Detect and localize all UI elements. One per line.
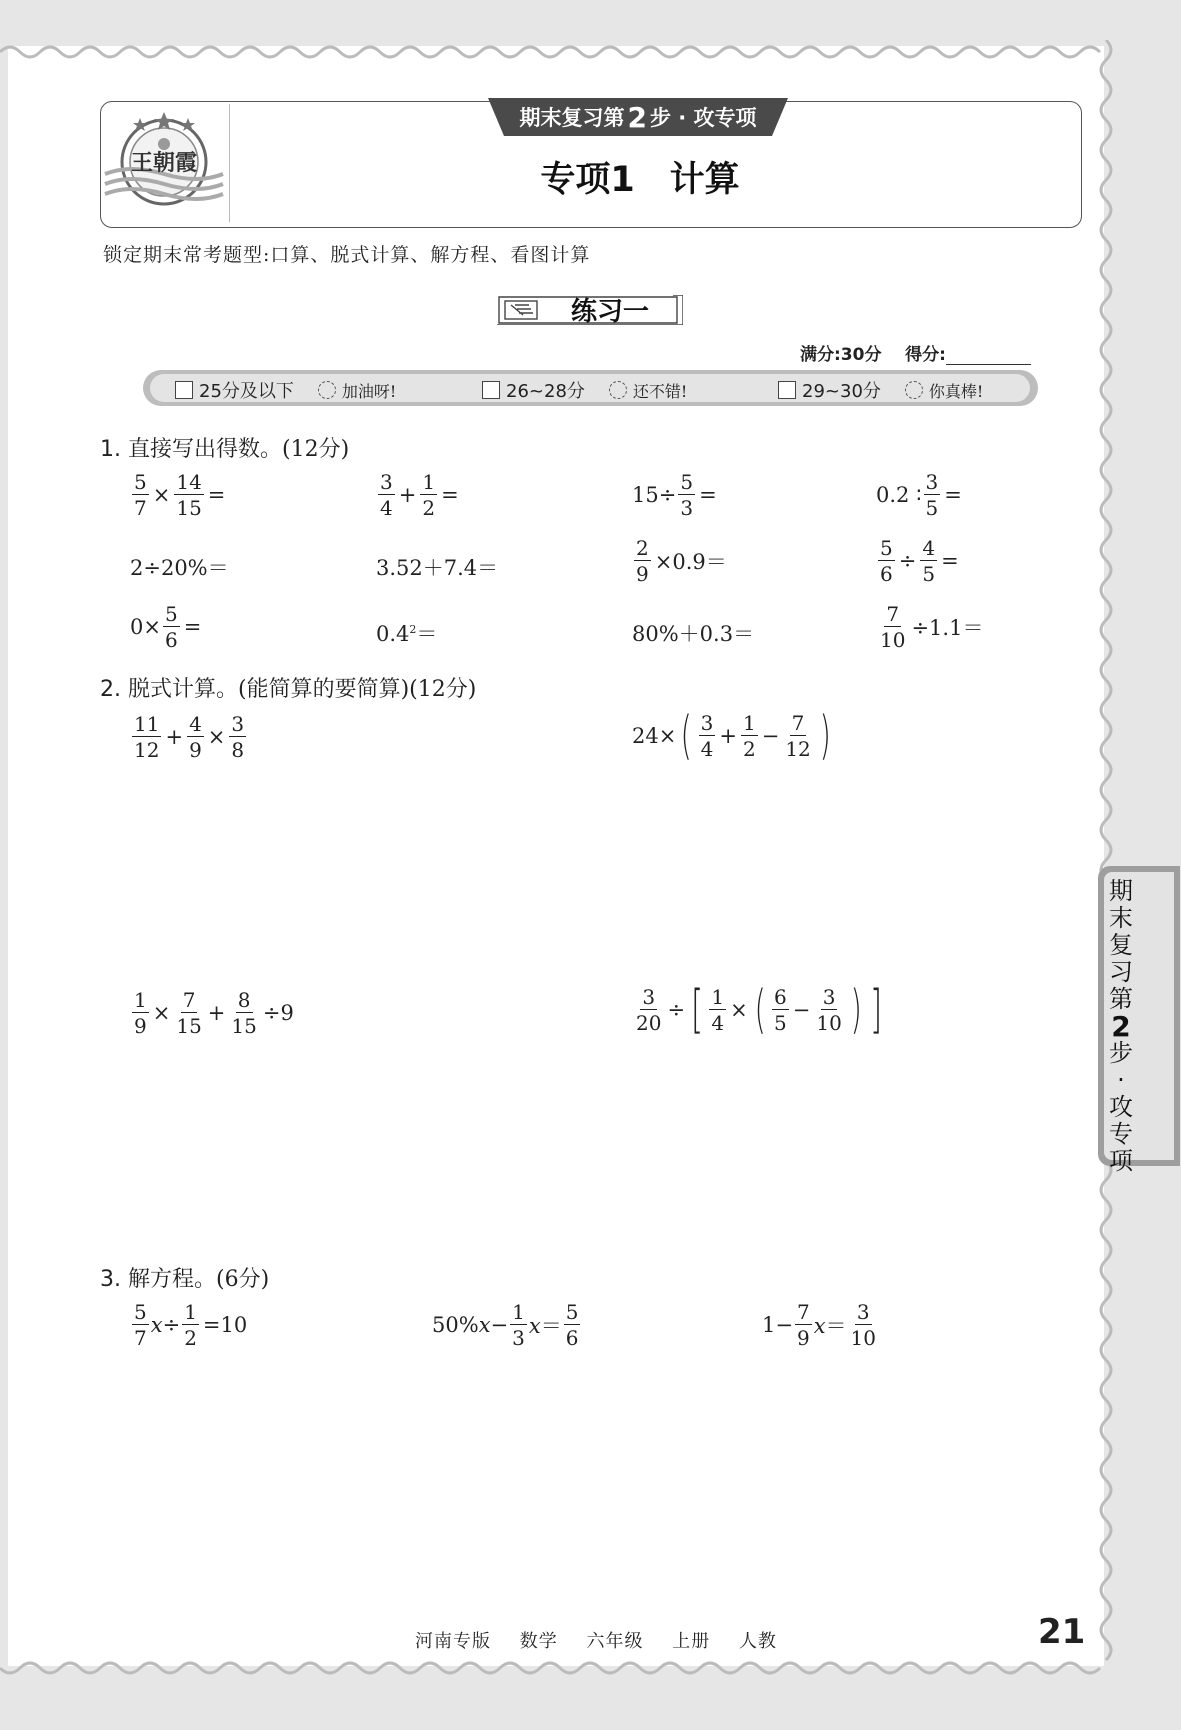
fraction: $\frac{2}{9}$ [636, 536, 649, 586]
rating-message: 还不错! [632, 381, 688, 401]
question-number: 2. [100, 677, 121, 702]
intro-text: 锁定期末常考题型:口算、脱式计算、解方程、看图计算 [103, 244, 591, 266]
face-icon [318, 381, 336, 399]
side-char: 专 [1109, 1120, 1133, 1148]
wavy-border-top [0, 38, 1181, 62]
fraction: $\frac{7}{12}$ [785, 711, 811, 761]
math-expression: 24× ( $\frac{3}{4}$ + $\frac{1}{2}$ − $\frac{7}{12}$ ) [632, 706, 831, 766]
banner-step-number: 2 [627, 100, 647, 134]
rating-option[interactable] [175, 377, 396, 403]
fraction: $\frac{7}{15}$ [176, 988, 202, 1038]
footer-item: 上册 [672, 1631, 711, 1652]
fraction: $\frac{7}{10}$ [880, 602, 906, 652]
math-expression: 2÷20%＝ [130, 556, 229, 580]
svg-text:王朝霞: 王朝霞 [130, 150, 198, 176]
fraction: $\frac{8}{15}$ [231, 988, 257, 1038]
side-char: 习 [1109, 958, 1133, 986]
page-title: 专项1 计算 [540, 160, 740, 200]
fraction: $\frac{5}{6}$ [164, 602, 178, 652]
footer-item: 人教 [738, 1631, 777, 1652]
question-1-title [100, 432, 349, 463]
fraction: $\frac{14}{15}$ [176, 470, 202, 520]
wavy-border-right [1096, 40, 1120, 1680]
step-banner-text [488, 98, 788, 136]
fraction: $\frac{6}{5}$ [774, 985, 787, 1035]
side-char: · [1117, 1066, 1125, 1094]
rating-checkbox[interactable] [175, 381, 193, 399]
fraction: $\frac{3}{8}$ [231, 712, 245, 762]
side-char: 项 [1109, 1147, 1133, 1175]
fraction: $\frac{3}{10}$ [816, 985, 842, 1035]
math-expression: 50%x− $\frac{1}{3}$ x＝ $\frac{5}{6}$ [432, 1300, 579, 1350]
math-expression: $\frac{1}{9}$ × $\frac{7}{15}$ + $\frac{8}{15}$ ÷9 [134, 988, 294, 1038]
question-3-title [100, 1262, 269, 1293]
math-expression: 15÷ $\frac{5}{3}$ = [632, 470, 717, 520]
math-expression: $\frac{5}{7}$ x÷ $\frac{1}{2}$ =10 [134, 1300, 248, 1350]
side-char: 步 [1109, 1039, 1133, 1067]
fraction: $\frac{5}{7}$ [134, 1300, 147, 1350]
banner-post: 步 · 攻专项 [649, 106, 757, 130]
fraction: $\frac{5}{6}$ [880, 536, 893, 586]
rating-message: 你真棒! [928, 381, 984, 401]
rating-checkbox[interactable] [482, 381, 500, 399]
rating-range: 29~30分 [802, 381, 881, 402]
fraction: $\frac{1}{3}$ [512, 1300, 525, 1350]
side-char: 期 [1109, 877, 1133, 905]
math-expression: $0.4^2=$ [376, 622, 438, 646]
publisher-logo [100, 104, 228, 222]
fraction: $\frac{5}{7}$ [134, 470, 147, 520]
math-expression: 1− $\frac{7}{9}$ x＝ $\frac{3}{10}$ [762, 1300, 876, 1350]
fraction: $\frac{1}{2}$ [422, 470, 436, 520]
page-sheet [8, 46, 1104, 1666]
face-icon [905, 381, 923, 399]
header-divider [229, 104, 230, 222]
rating-range: 25分及以下 [199, 381, 294, 402]
face-icon [609, 381, 627, 399]
side-step-number: 2 [1111, 1010, 1131, 1043]
fraction: $\frac{3}{5}$ [925, 470, 939, 520]
rating-option[interactable] [482, 377, 687, 403]
footer-info [415, 1627, 799, 1653]
footer-item: 六年级 [586, 1631, 644, 1652]
fraction: $\frac{7}{9}$ [796, 1300, 810, 1350]
fraction: $\frac{1}{9}$ [134, 988, 147, 1038]
question-number: 3. [100, 1267, 121, 1292]
page-number: 21 [1038, 1612, 1086, 1652]
side-tab-text [1104, 878, 1138, 1175]
side-char: 末 [1109, 904, 1133, 932]
side-char: 攻 [1109, 1093, 1133, 1121]
math-expression: $\frac{3}{4}$ + $\frac{1}{2}$ = [380, 470, 459, 520]
question-text: 脱式计算。(能简算的要简算)(12分) [128, 677, 477, 702]
fraction: $\frac{1}{4}$ [711, 985, 725, 1035]
score-label: 得分: [905, 345, 946, 365]
question-2-title [100, 672, 476, 703]
question-text: 解方程。(6分) [128, 1267, 270, 1292]
math-expression: $\frac{5}{6}$ ÷ $\frac{4}{5}$ = [880, 536, 959, 586]
fraction: $\frac{3}{10}$ [850, 1300, 876, 1350]
math-expression: $\frac{2}{9}$ ×0.9＝ [636, 536, 727, 586]
fraction: $\frac{1}{2}$ [742, 711, 756, 761]
side-char: 第 [1109, 985, 1133, 1013]
full-score: 满分:30分 [800, 345, 882, 365]
fraction: $\frac{1}{2}$ [184, 1300, 197, 1350]
rating-checkbox[interactable] [778, 381, 796, 399]
fraction: $\frac{5}{3}$ [680, 470, 694, 520]
practice-label: 练习一 [570, 297, 649, 327]
score-line [800, 340, 1031, 365]
fraction: $\frac{11}{12}$ [134, 712, 160, 762]
fraction: $\frac{3}{4}$ [380, 470, 393, 520]
footer-item: 数学 [519, 1631, 558, 1652]
wavy-border-bottom [0, 1660, 1181, 1684]
question-number: 1. [100, 437, 121, 462]
fraction: $\frac{4}{9}$ [189, 712, 202, 762]
fraction: $\frac{3}{4}$ [700, 711, 714, 761]
banner-pre: 期末复习第 [519, 106, 625, 130]
rating-range: 26~28分 [506, 381, 585, 402]
math-expression: 3.52＋7.4＝ [376, 556, 499, 580]
math-expression: 80%＋0.3＝ [632, 622, 755, 646]
fraction: $\frac{3}{20}$ [636, 985, 662, 1035]
math-expression: $\frac{5}{7}$ × $\frac{14}{15}$ = [134, 470, 226, 520]
math-expression: $\frac{7}{10}$ ÷1.1＝ [880, 602, 984, 652]
fraction: $\frac{4}{5}$ [922, 536, 936, 586]
math-expression: 0× $\frac{5}{6}$ = [130, 602, 202, 652]
math-expression: $\frac{11}{12}$ + $\frac{4}{9}$ × $\frac{3}{8}$ [134, 712, 245, 762]
score-blank[interactable] [946, 346, 1031, 365]
math-expression: 0.2 ∶ $\frac{3}{5}$ = [876, 470, 962, 520]
rating-message: 加油呀! [341, 381, 397, 401]
fraction: $\frac{5}{6}$ [565, 1300, 579, 1350]
question-text: 直接写出得数。(12分) [128, 437, 350, 462]
rating-option[interactable] [778, 377, 983, 403]
side-char: 复 [1109, 931, 1133, 959]
footer-item: 河南专版 [415, 1631, 491, 1652]
math-expression: $\frac{3}{20}$ ÷ [ $\frac{1}{4}$ × ( $\frac{6}{5}$ − $\frac{3}{10}$ ) ] [636, 980, 883, 1040]
